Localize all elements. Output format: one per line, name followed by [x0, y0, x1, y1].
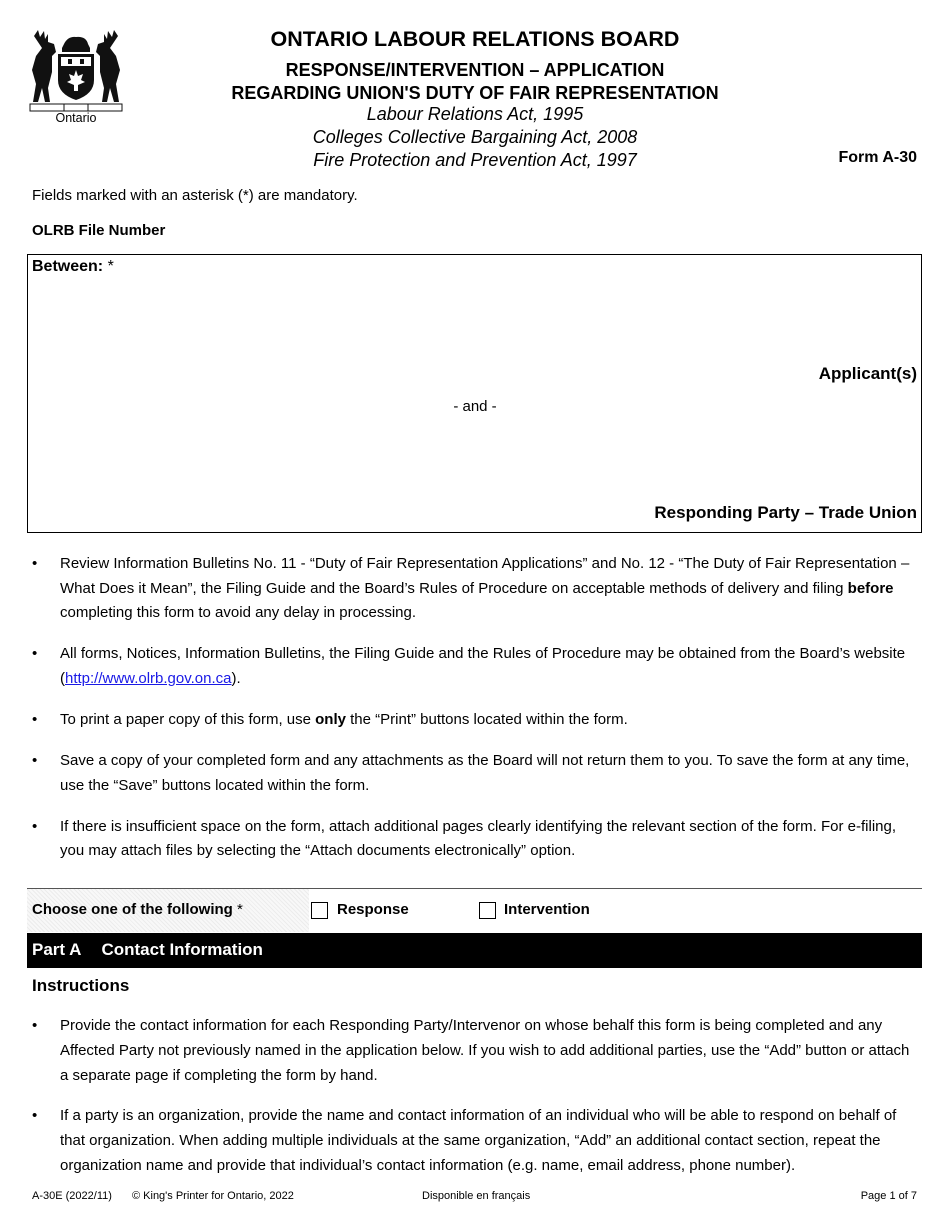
- olrb-website-link[interactable]: http://www.olrb.gov.on.ca: [65, 669, 232, 687]
- response-checkbox[interactable]: [311, 902, 328, 919]
- bullet-emphasis: before: [847, 579, 894, 597]
- logo-caption: Ontario: [55, 111, 97, 125]
- intervention-label: Intervention: [504, 901, 590, 918]
- bullet-emphasis: only: [315, 710, 346, 728]
- act-fire-protection: Fire Protection and Prevention Act, 1997: [313, 150, 637, 170]
- file-number-label: OLRB File Number: [32, 222, 166, 239]
- choose-label-text: Choose one of the following: [32, 901, 233, 918]
- bullet-text: Save a copy of your completed form and any attachments as the Board will not return them to you. To save the form at any time, use the “Save” buttons located within the form.: [60, 752, 910, 794]
- form-number: Form A-30: [838, 149, 917, 166]
- mandatory-note: Fields marked with an asterisk (*) are mandatory.: [32, 187, 358, 204]
- footer-french: Disponible en français: [422, 1190, 531, 1202]
- required-asterisk: *: [107, 258, 114, 275]
- form-title-line1: RESPONSE/INTERVENTION – APPLICATION: [285, 60, 665, 80]
- form-title-line2: REGARDING UNION'S DUTY OF FAIR REPRESENTATION: [231, 83, 719, 103]
- list-item: [32, 708, 918, 733]
- list-item: [32, 1103, 918, 1178]
- bullet-text: To print a paper copy of this form, use: [60, 710, 316, 728]
- bullet-icon: •: [32, 710, 38, 728]
- part-title: Contact Information: [101, 940, 263, 959]
- list-item: [32, 552, 918, 626]
- bullet-text: Provide the contact information for each Responding Party/Intervenor on whose behalf this form is being completed and any Affected Party not previously named in the application below. If you wish to add additional parties, use the “Add” button or attach a separate page if completing the form by hand.: [60, 1017, 910, 1084]
- bullet-text: Review Information Bulletins No. 11 - “Duty of Fair Representation Applications” and No. 12 - “The Duty of Fair Representation – What Does it Mean”, the Filing Guide and the Board’s Rules of Procedure on acceptable methods of delivery and filing: [60, 555, 910, 597]
- instructions-heading: Instructions: [32, 976, 130, 995]
- list-item: [32, 1013, 918, 1088]
- instructions-list: [32, 552, 918, 880]
- bullet-icon: •: [32, 752, 38, 770]
- between-label-text: Between:: [32, 258, 104, 275]
- respondent-label: Responding Party – Trade Union: [654, 503, 917, 522]
- part-label: Part A: [32, 940, 82, 959]
- footer-form-code: A-30E (2022/11): [32, 1190, 112, 1202]
- bullet-text: ).: [231, 669, 241, 687]
- intervention-checkbox[interactable]: [479, 902, 496, 919]
- act-labour-relations: Labour Relations Act, 1995: [366, 104, 584, 124]
- parties-box[interactable]: [27, 254, 922, 533]
- required-asterisk: *: [237, 901, 243, 918]
- applicant-label: Applicant(s): [818, 364, 917, 383]
- and-separator: - and -: [453, 398, 497, 415]
- bullet-text: If there is insufficient space on the form, attach additional pages clearly identifying the relevant section of the form. For e-filing, you may attach files by selecting the “Attach documents electronically” option.: [60, 817, 897, 860]
- list-item: [32, 749, 918, 798]
- bullet-icon: •: [32, 1017, 38, 1034]
- part-a-title: [32, 940, 263, 960]
- response-label: Response: [337, 901, 409, 918]
- list-item: [32, 642, 918, 691]
- bullet-icon: •: [32, 1107, 38, 1124]
- between-label: [32, 258, 114, 276]
- list-item: [32, 815, 918, 864]
- part-a-instructions: [32, 1013, 918, 1195]
- bullet-icon: •: [32, 645, 38, 663]
- bullet-icon: •: [32, 555, 38, 572]
- footer-copyright: © King's Printer for Ontario, 2022: [132, 1190, 294, 1202]
- choose-label: [32, 901, 243, 918]
- act-colleges-bargaining: Colleges Collective Bargaining Act, 2008: [312, 127, 638, 147]
- bullet-text: the “Print” buttons located within the form.: [345, 710, 628, 728]
- bullet-text: completing this form to avoid any delay in processing.: [60, 604, 417, 622]
- board-title: ONTARIO LABOUR RELATIONS BOARD: [270, 27, 680, 51]
- bullet-icon: •: [32, 817, 38, 835]
- bullet-text: All forms, Notices, Information Bulletins, the Filing Guide and the Rules of Procedure may be obtained from the Board’s website (: [60, 645, 906, 687]
- bullet-text: If a party is an organization, provide the name and contact information of an individual who will be able to respond on behalf of that organization. When adding multiple individuals at the same organization, “Add” an additional contact section, repeat the organization name and provide that individual’s contact information (e.g. name, email address, phone number).: [60, 1107, 897, 1174]
- footer-page-number: Page 1 of 7: [860, 1190, 917, 1202]
